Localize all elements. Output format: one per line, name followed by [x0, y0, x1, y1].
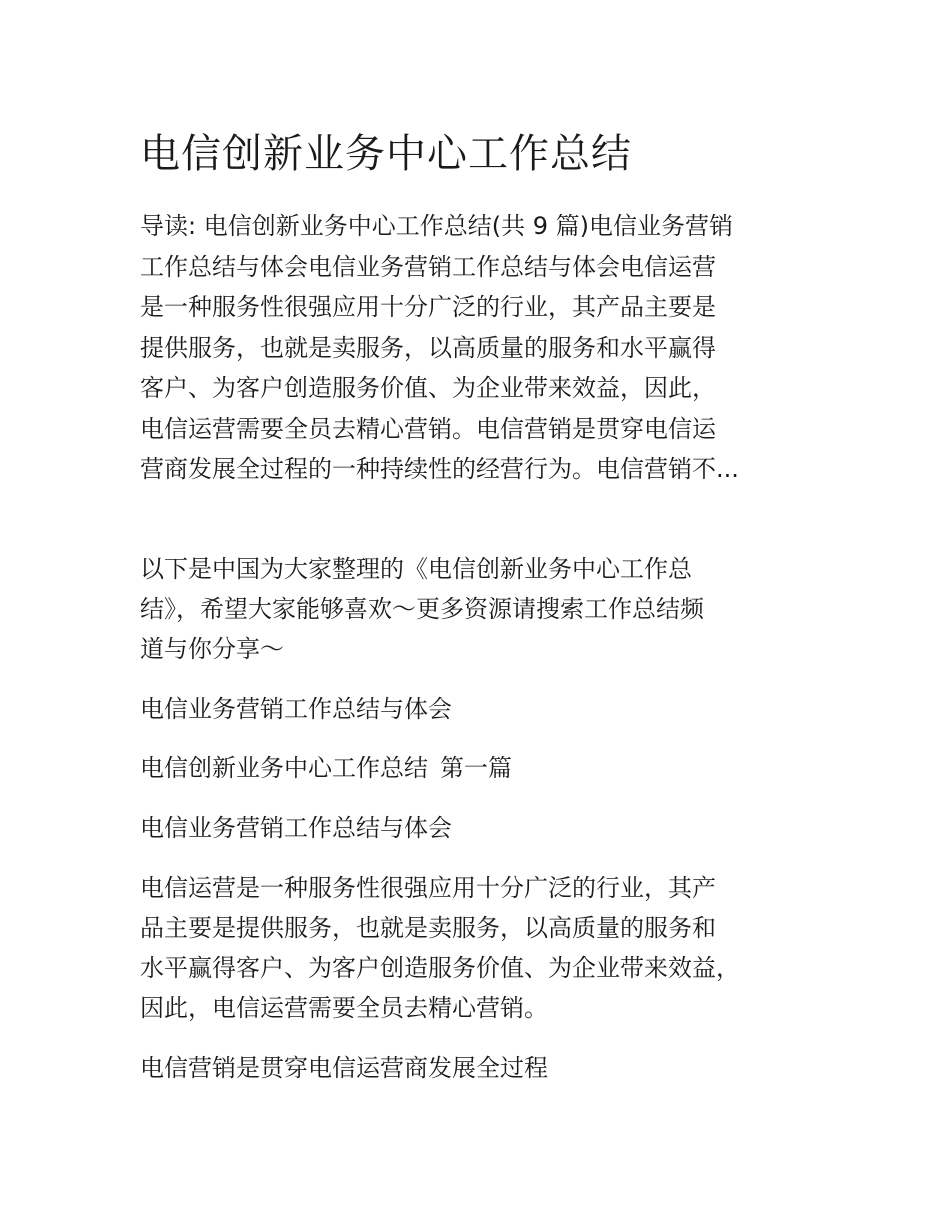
section-heading-1: 电信业务营销工作总结与体会 [140, 695, 452, 723]
body-paragraph [140, 868, 820, 1028]
summary-paragraph [140, 206, 820, 490]
body-line: 水平赢得客户、为客户创造服务价值、为企业带来效益， [140, 954, 740, 982]
body-line: 品主要是提供服务，也就是卖服务，以高质量的服务和 [140, 914, 716, 942]
summary-line: 工作总结与体会电信业务营销工作总结与体会电信运营 [140, 252, 716, 281]
section-heading-2-suffix: 第一篇 [440, 754, 512, 782]
intro-paragraph [140, 549, 820, 669]
intro-line: 道与你分享～ [140, 635, 284, 663]
summary-line: 导读: 电信创新业务中心工作总结(共 9 篇)电信业务营销 [140, 212, 733, 240]
document-title: 电信创新业务中心工作总结 [140, 131, 632, 177]
summary-line: 提供服务，也就是卖服务，以高质量的服务和水平赢得 [140, 333, 716, 362]
section-heading-3: 电信业务营销工作总结与体会 [140, 814, 452, 842]
body-last-line: 电信营销是贯穿电信运营商发展全过程 [140, 1054, 548, 1082]
body-line: 电信运营是一种服务性很强应用十分广泛的行业，其产 [140, 874, 716, 902]
section-heading-2-main: 电信创新业务中心工作总结 [140, 754, 428, 782]
summary-line: 电信运营需要全员去精心营销。电信营销是贯穿电信运 [140, 414, 716, 443]
intro-line: 以下是中国为大家整理的《电信创新业务中心工作总 [140, 555, 692, 583]
intro-line: 结》，希望大家能够喜欢～更多资源请搜索工作总结频 [140, 595, 704, 623]
summary-line: 营商发展全过程的一种持续性的经营行为。电信营销不... [140, 455, 739, 483]
summary-line: 客户、为客户创造服务价值、为企业带来效益，因此， [140, 374, 716, 402]
summary-line: 是一种服务性很强应用十分广泛的行业，其产品主要是 [140, 293, 716, 321]
section-heading-2 [140, 748, 512, 788]
body-line: 因此，电信运营需要全员去精心营销。 [140, 994, 548, 1022]
